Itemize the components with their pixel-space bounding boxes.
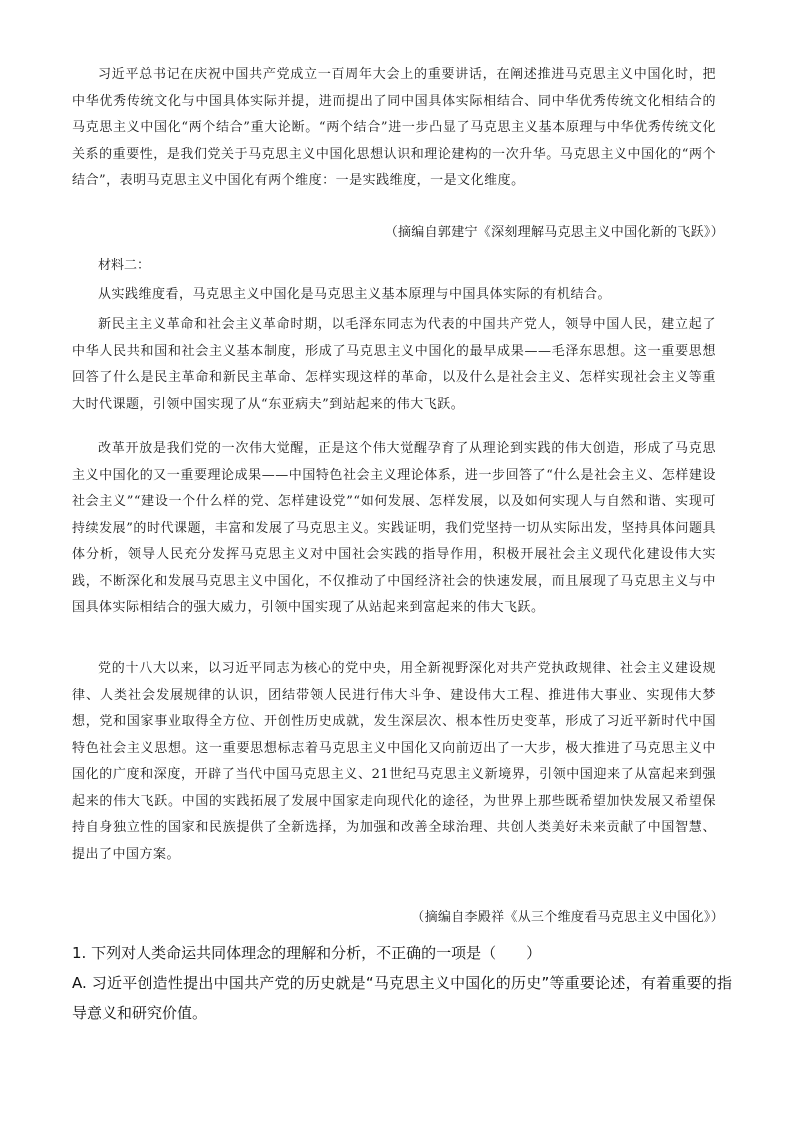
- source-citation-1: （摘编自郭建宁《深刻理解马克思主义中国化新的飞跃》）: [384, 225, 724, 240]
- source-citation-2: （摘编自李殿祥《从三个维度看马克思主义中国化》）: [411, 910, 724, 925]
- paragraph-revolution-period: 新民主主义革命和社会主义革命时期，以毛泽东同志为代表的中国共产党人，领导中国人民，建立起了中华人民共和国和社会主义基本制度，形成了马克思主义中国化的最早成果——毛泽东思想。这一重要思想回答了什么是民主革命和新民主革命、怎样实现这样的革命，以及什么是社会主义、怎样实现社会主义等重大时代课题，引领中国实现了从“东亚病夫”到站起来的伟大飞跃。: [72, 317, 716, 412]
- material-two-label: 材料二：: [98, 258, 151, 273]
- paragraph-reform-opening: 改革开放是我们党的一次伟大觉醒，正是这个伟大觉醒孕育了从理论到实践的伟大创造，形成了马克思主义中国化的又一重要理论成果——中国特色社会主义理论体系，进一步回答了“什么是社会主义、怎样建设社会主义”“建设一个什么样的党、怎样建设党”“如何发展、怎样发展，以及如何实现人与自然和谐、实现可持续发展”的时代课题，丰富和发展了马克思主义。实践证明，我们党坚持一切从实际出发，坚持具体问题具体分析，领导人民充分发挥马克思主义对中国社会实践的指导作用，积极开展社会主义现代化建设伟大实践，不断深化和发展马克思主义中国化，不仅推动了中国经济社会的快速发展，而且展现了马克思主义与中国具体实际相结合的强大威力，引领中国实现了从站起来到富起来的伟大飞跃。: [72, 441, 716, 615]
- paragraph-intro: 习近平总书记在庆祝中国共产党成立一百周年大会上的重要讲话，在阐述推进马克思主义中国化时，把中华优秀传统文化与中国具体实际并提，进而提出了同中国具体实际相结合、同中华优秀传统文化相结合的马克思主义中国化“两个结合”重大论断。“两个结合”进一步凸显了马克思主义基本原理与中华优秀传统文化关系的重要性，是我们党关于马克思主义中国化思想认识和理论建构的一次升华。马克思主义中国化的“两个结合”，表明马克思主义中国化有两个维度：一是实践维度，一是文化维度。: [72, 67, 716, 188]
- option-a: A. 习近平创造性提出中国共产党的历史就是“马克思主义中国化的历史”等重要论述，有着重要的指导意义和研究价值。: [72, 974, 732, 1022]
- question-stem: 1. 下列对人类命运共同体理念的理解和分析，不正确的一项是（ ）: [72, 944, 542, 962]
- paragraph-new-era: 党的十八大以来，以习近平同志为核心的党中央，用全新视野深化对共产党执政规律、社会主义建设规律、人类社会发展规律的认识，团结带领人民进行伟大斗争、建设伟大工程、推进伟大事业、实现伟大梦想，党和国家事业取得全方位、开创性历史成就，发生深层次、根本性历史变革，形成了习近平新时代中国特色社会主义思想。这一重要思想标志着马克思主义中国化又向前迈出了一大步，极大推进了马克思主义中国化的广度和深度，开辟了当代中国马克思主义、21世纪马克思主义新境界，引领中国迎来了从富起来到强起来的伟大飞跃。中国的实践拓展了发展中国家走向现代化的途径，为世界上那些既希望加快发展又希望保持自身独立性的国家和民族提供了全新选择，为加强和改善全球治理、共创人类美好未来贡献了中国智慧、提出了中国方案。: [72, 661, 716, 862]
- paragraph-practice-dimension: 从实践维度看，马克思主义中国化是马克思主义基本原理与中国具体实际的有机结合。: [98, 287, 612, 302]
